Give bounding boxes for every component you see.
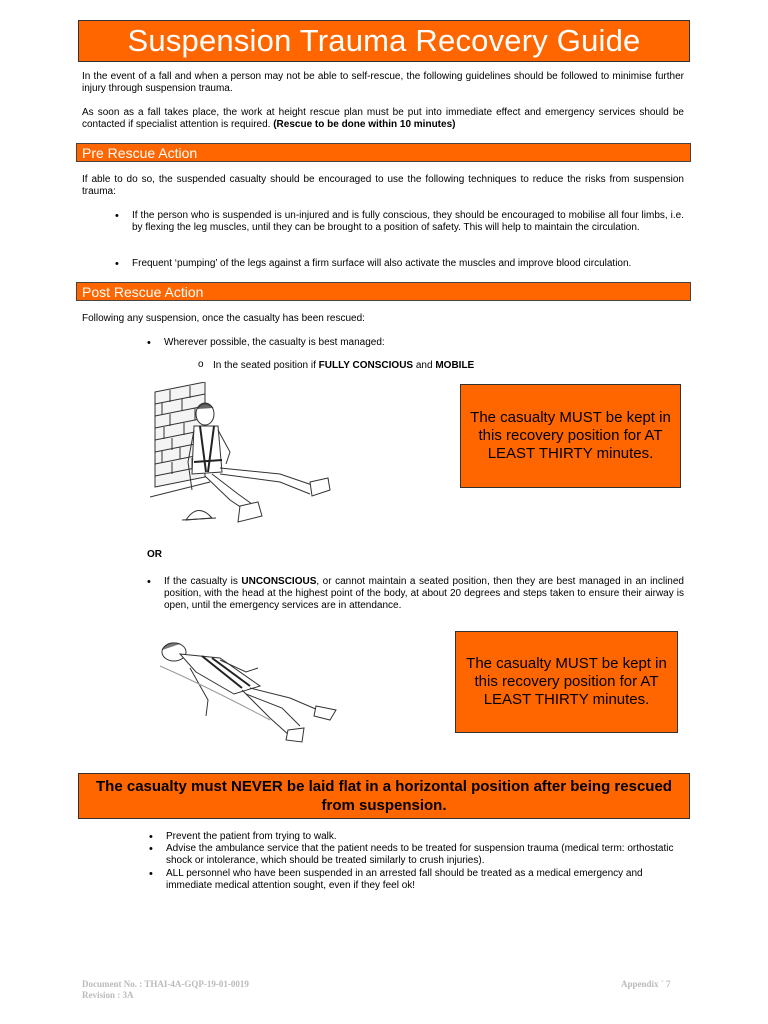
page-title bbox=[78, 20, 690, 62]
sub-bullet-prefix: In the seated position if bbox=[213, 360, 319, 371]
never-lay-flat-warning: The casualty must NEVER be laid flat in a horizontal position after being rescued from suspension. bbox=[78, 773, 690, 819]
seated-casualty-illustration bbox=[150, 382, 350, 537]
pre-rescue-heading-text: Pre Rescue Action bbox=[82, 144, 198, 161]
pre-rescue-heading bbox=[76, 143, 691, 162]
pre-rescue-bullet-1: • If the person who is suspended is un-injured and is fully conscious, they should be encouraged to mobilise all four limbs, i.e. by flexing the leg muscles, until they can be brought to a position of safety. This will help to maintain the circulation. bbox=[132, 210, 684, 234]
intro-paragraph-1: In the event of a fall and when a person may not be able to self-rescue, the following guidelines should be followed to minimise further injury through suspension trauma. bbox=[82, 71, 684, 94]
final-bullet-2: • Advise the ambulance service that the patient needs to be treated for suspension trauma (medical term: orthostatic shock or intolerance, which should be treated similarly to crush injuries). bbox=[166, 843, 684, 867]
post-rescue-heading-text: Post Rescue Action bbox=[82, 283, 204, 300]
inclined-casualty-illustration bbox=[150, 628, 380, 748]
intro-paragraph-2 bbox=[82, 107, 684, 131]
unconscious-bullet-rest: , or cannot maintain a seated position, then they are best managed in an inclined position, with the head at the highest point of the body, at about 20 degrees and steps taken to ensure their airway is open, until the emergency services are in attendance. bbox=[164, 576, 684, 611]
sub-bullet-bold-conscious: FULLY CONSCIOUS bbox=[318, 360, 414, 371]
post-rescue-bullet-1: • Wherever possible, the casualty is best managed: bbox=[164, 337, 684, 349]
or-label: OR bbox=[147, 549, 162, 560]
page-title-text: Suspension Trauma Recovery Guide bbox=[127, 23, 641, 58]
pre-rescue-intro: If able to do so, the suspended casualty should be encouraged to use the following techniques to reduce the risks from suspension trauma: bbox=[82, 174, 684, 197]
post-rescue-intro: Following any suspension, once the casualty has been rescued: bbox=[82, 313, 365, 324]
footer-appendix: Appendix ` 7 bbox=[621, 979, 671, 989]
sub-bullet-and: and bbox=[413, 360, 436, 371]
footer-revision: Revision : 3A bbox=[82, 990, 134, 1000]
intro-paragraph-2-text: As soon as a fall takes place, the work at height rescue plan must be put into immediate effect and emergency services should be contacted if specialist attention is required. bbox=[82, 107, 684, 130]
unconscious-bullet-prefix: If the casualty is bbox=[164, 576, 242, 587]
final-bullet-3: • ALL personnel who have been suspended in an arrested fall should be treated as a medical emergency and immediate medical attention sought, even if they feel ok! bbox=[166, 868, 684, 892]
unconscious-bullet-bold: UNCONSCIOUS bbox=[241, 576, 317, 587]
post-rescue-sub-bullet bbox=[213, 360, 683, 372]
final-bullet-1: • Prevent the patient from trying to walk. bbox=[166, 831, 684, 843]
footer-doc-number: Document No. : THAI-4A-GQP-19-01-0019 bbox=[82, 979, 249, 989]
unconscious-bullet bbox=[164, 576, 684, 612]
post-rescue-heading bbox=[76, 282, 691, 301]
pre-rescue-bullet-2: • Frequent ‘pumping’ of the legs against a firm surface will also activate the muscles and improve blood circulation. bbox=[132, 258, 684, 270]
recovery-time-box-2: The casualty MUST be kept in this recovery position for AT LEAST THIRTY minutes. bbox=[455, 631, 678, 733]
sub-bullet-bold-mobile: MOBILE bbox=[435, 360, 475, 371]
recovery-time-box-1: The casualty MUST be kept in this recovery position for AT LEAST THIRTY minutes. bbox=[460, 384, 681, 488]
rescue-time-note: (Rescue to be done within 10 minutes) bbox=[273, 119, 456, 130]
